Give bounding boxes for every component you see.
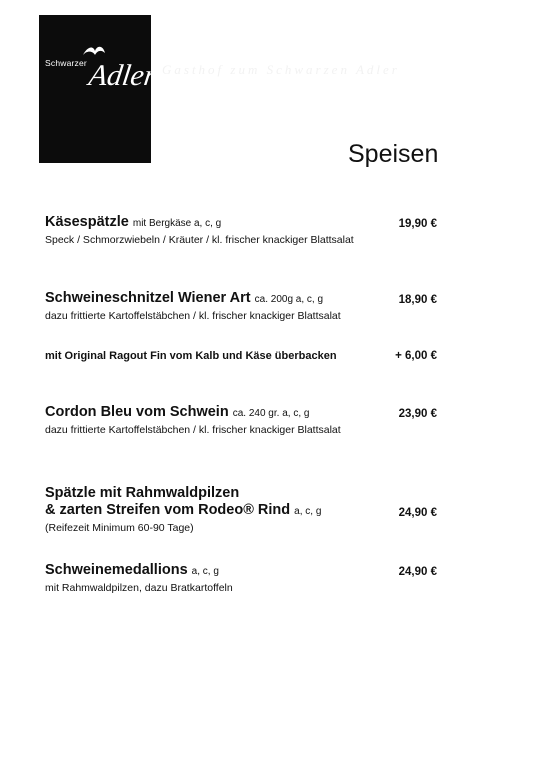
item-name: Käsespätzle bbox=[45, 214, 129, 230]
item-name: Cordon Bleu vom Schwein bbox=[45, 404, 229, 420]
logo-text-script: Adler bbox=[86, 59, 159, 92]
faint-script-heading: Gasthof zum Schwarzen Adler bbox=[162, 62, 400, 77]
restaurant-logo bbox=[39, 15, 159, 163]
menu-item-cordon-bleu bbox=[45, 404, 445, 437]
menu-item-schweineschnitzel bbox=[45, 290, 445, 323]
item-note: a, c, g bbox=[191, 566, 219, 577]
item-description: dazu frittierte Kartoffelstäbchen / kl. frischer knackiger Blattsalat bbox=[45, 424, 341, 436]
menu-item-schweinemedallions bbox=[45, 562, 445, 595]
extra-price: + 6,00 € bbox=[395, 350, 437, 362]
item-name-line2: & zarten Streifen vom Rodeo® Rind bbox=[45, 502, 291, 518]
logo-text-small: Schwarzer bbox=[45, 58, 87, 68]
item-name: Schweinemedallions bbox=[45, 562, 188, 578]
item-note: ca. 240 gr. a, c, g bbox=[232, 408, 310, 419]
item-description: dazu frittierte Kartoffelstäbchen / kl. frischer knackiger Blattsalat bbox=[45, 310, 341, 322]
item-description: mit Rahmwaldpilzen, dazu Bratkartoffeln bbox=[45, 582, 233, 594]
item-price: 19,90 € bbox=[398, 218, 437, 230]
menu-item-spaetzle-rind bbox=[45, 485, 445, 535]
item-name: Schweineschnitzel Wiener Art bbox=[45, 290, 251, 306]
item-note: mit Bergkäse a, c, g bbox=[132, 218, 222, 229]
item-price: 24,90 € bbox=[398, 507, 437, 519]
page-title: Speisen bbox=[348, 140, 439, 168]
item-name-line1: Spätzle mit Rahmwaldpilzen bbox=[45, 485, 240, 501]
item-description: (Reifezeit Minimum 60-90 Tage) bbox=[45, 522, 194, 534]
item-price: 18,90 € bbox=[398, 294, 437, 306]
extra-option: mit Original Ragout Fin vom Kalb und Käse überbacken bbox=[45, 350, 337, 362]
item-price: 24,90 € bbox=[398, 566, 437, 578]
item-note: a, c, g bbox=[294, 506, 322, 517]
menu-item-kaesespaetzle bbox=[45, 214, 445, 247]
item-price: 23,90 € bbox=[398, 408, 437, 420]
item-note: ca. 200g a, c, g bbox=[254, 294, 324, 305]
item-description: Speck / Schmorzwiebeln / Kräuter / kl. frischer knackiger Blattsalat bbox=[45, 234, 354, 246]
